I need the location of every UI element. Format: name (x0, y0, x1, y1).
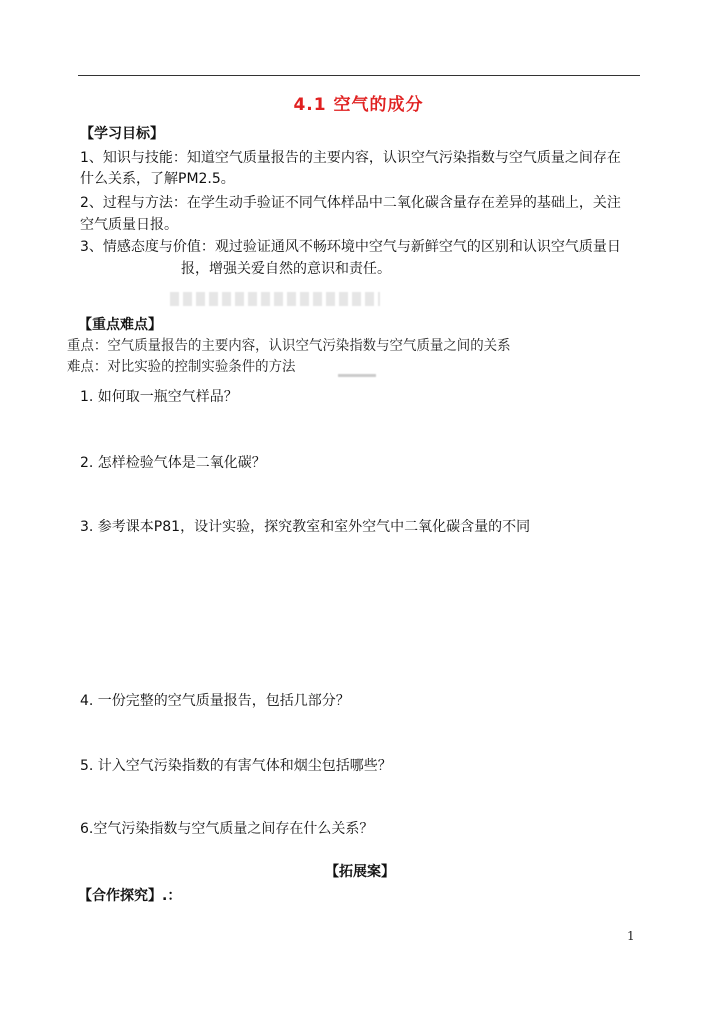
page-number: 1 (627, 929, 635, 943)
cooperation-heading: 【合作探究】.： (78, 888, 182, 904)
question-6: 6.空气污染指数与空气质量之间存在什么关系？ (80, 821, 374, 837)
question-1: 1. 如何取一瓶空气样品？ (80, 389, 238, 405)
objective-line-5: 3、情感态度与价值：观过验证通风不畅环境中空气与新鲜空气的区别和认识空气质量日 (80, 239, 621, 255)
question-3: 3. 参考课本P81，设计实验，探究教室和室外空气中二氧化碳含量的不同 (80, 519, 531, 535)
header-rule (78, 75, 640, 76)
key-points-heading: 【重点难点】 (78, 317, 162, 333)
key-point-line: 重点：空气质量报告的主要内容，认识空气污染指数与空气质量之间的关系 (67, 338, 511, 354)
question-4: 4. 一份完整的空气质量报告，包括几部分？ (80, 693, 350, 709)
objective-line-3: 2、过程与方法：在学生动手验证不同气体样品中二氧化碳含量存在差异的基础上，关注 (80, 195, 621, 211)
objective-line-2: 什么关系，了解PM2.5。 (80, 171, 235, 187)
objective-line-6: 报，增强关爱自然的意识和责任。 (181, 261, 391, 277)
objectives-heading: 【学习目标】 (80, 126, 164, 142)
extension-heading: 【拓展案】 (325, 864, 395, 880)
objective-line-4: 空气质量日报。 (80, 217, 178, 233)
faded-mark (338, 374, 376, 377)
difficult-point-line: 难点：对比实验的控制实验条件的方法 (67, 359, 296, 375)
document-title: 4.1 空气的成分 (293, 95, 424, 115)
question-5: 5. 计入空气污染指数的有害气体和烟尘包括哪些？ (80, 758, 392, 774)
faded-scan-artifact (170, 292, 380, 306)
question-2: 2. 怎样检验气体是二氧化碳？ (80, 455, 266, 471)
objective-line-1: 1、知识与技能：知道空气质量报告的主要内容，认识空气污染指数与空气质量之间存在 (80, 150, 621, 166)
